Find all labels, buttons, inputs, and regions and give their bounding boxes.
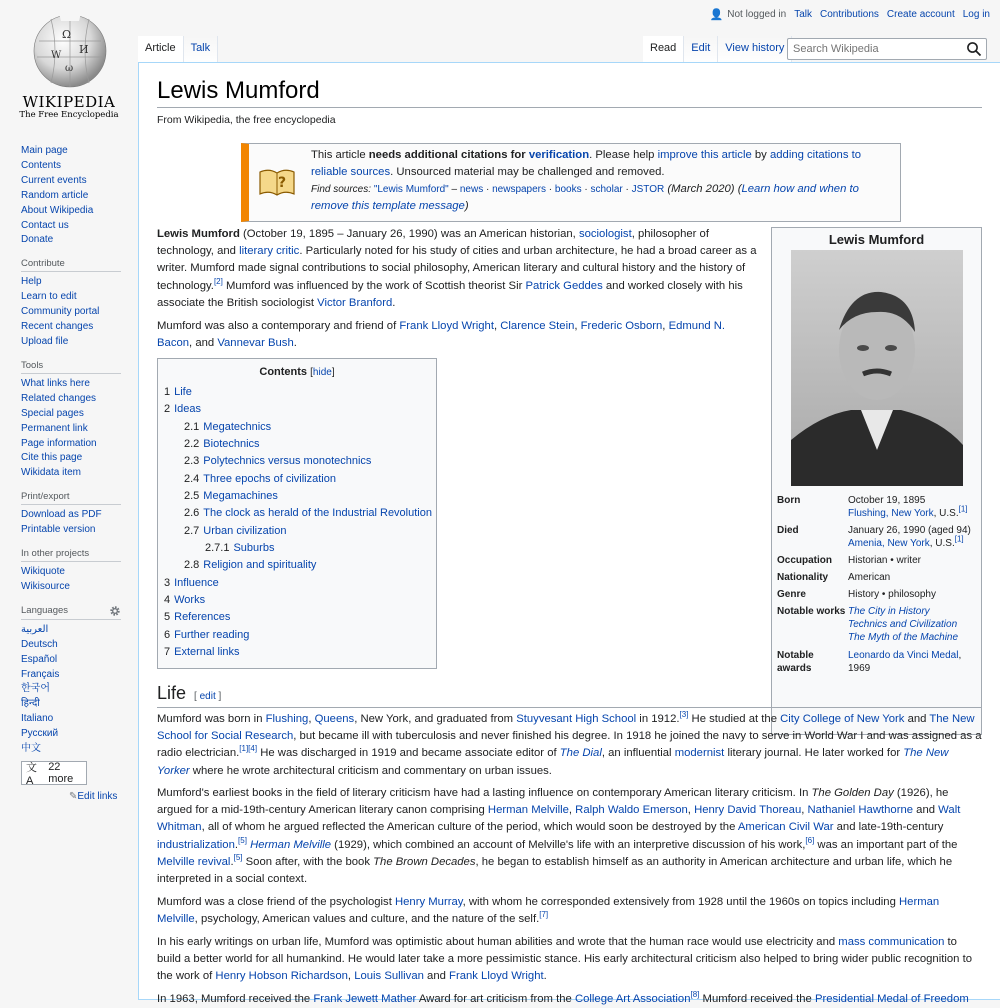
- toc-item[interactable]: [164, 609, 432, 626]
- toc-item[interactable]: [164, 592, 432, 609]
- work-link[interactable]: The Myth of the Machine: [848, 632, 959, 643]
- edit-links-label: Edit links: [77, 791, 118, 802]
- infobox-occupation: [777, 554, 977, 567]
- search-icon[interactable]: [966, 41, 982, 57]
- new-school-link[interactable]: The New School for Social Research: [157, 713, 975, 743]
- toc-link[interactable]: Polytechnics versus monotechnics: [203, 455, 372, 468]
- text: , he began to establish himself as an authority in American architecture and urban life, which he interpreted in a social context.: [157, 855, 953, 886]
- sidebar-item-donate[interactable]: Donate: [21, 234, 54, 246]
- sidebar-item-recent-changes[interactable]: Recent changes: [21, 321, 94, 333]
- text: (1929), which combined an account of Melville's life with an interpretive discussion of his work,: [331, 838, 806, 851]
- citation-ref[interactable]: [7]: [539, 910, 549, 920]
- works-value: [848, 605, 973, 644]
- text: ,: [801, 804, 808, 817]
- text: , and: [189, 337, 218, 350]
- sidebar-navigation: [21, 144, 121, 248]
- notice-text: This article: [311, 149, 369, 161]
- page-title: Lewis Mumford: [157, 77, 320, 104]
- nationality-value: American: [848, 572, 891, 583]
- login-link[interactable]: Log in: [962, 9, 990, 20]
- toc-number: 1: [164, 386, 171, 398]
- sidebar-item-main-page[interactable]: Main page: [21, 145, 68, 156]
- more-languages-label: 22 more: [48, 761, 74, 785]
- sidebar-item-learn-to-edit[interactable]: Learn to edit: [21, 291, 77, 303]
- sidebar-heading-tools: Tools: [21, 360, 121, 374]
- frank-lloyd-wright-link[interactable]: Frank Lloyd Wright: [399, 320, 494, 332]
- toc-number: 2.3: [184, 455, 200, 468]
- life-paragraph-3: [157, 894, 982, 928]
- wikipedia-logo[interactable]: [0, 0, 138, 130]
- contributions-link[interactable]: Contributions: [820, 9, 879, 20]
- modernist-link[interactable]: modernist: [674, 747, 725, 760]
- toc-number: 7: [164, 646, 171, 659]
- infobox-nationality: [777, 571, 977, 584]
- language-link-korean[interactable]: 한국어: [21, 683, 50, 695]
- industrialization-link[interactable]: industrialization: [157, 838, 235, 851]
- sidebar-item-special-pages[interactable]: Special pages: [21, 407, 84, 419]
- toc-item[interactable]: [164, 644, 432, 661]
- text: (October 19, 1895 – January 26, 1990) was an American historian,: [239, 228, 579, 240]
- award-link[interactable]: Leonardo da Vinci Medal: [848, 650, 959, 661]
- herman-melville-book-link[interactable]: Herman Melville: [250, 838, 332, 851]
- section-heading-life: [157, 683, 982, 708]
- text: ,: [568, 804, 576, 817]
- sidebar-heading-contribute: Contribute: [21, 258, 121, 272]
- language-link-german[interactable]: Deutsch: [21, 638, 58, 650]
- source-books-link[interactable]: books: [554, 184, 582, 195]
- edit-links[interactable]: [69, 791, 121, 802]
- text: and: [423, 970, 450, 983]
- citation-ref[interactable]: [1][4]: [239, 744, 258, 754]
- medal-of-freedom-link[interactable]: Presidential Medal of Freedom: [814, 993, 969, 1005]
- toc-link[interactable]: Suburbs: [233, 542, 275, 555]
- svg-text:ω: ω: [65, 63, 74, 74]
- notice-text: . Unsourced material may be challenged and removed.: [390, 166, 665, 178]
- toc-link[interactable]: Influence: [174, 576, 219, 589]
- toc-number: 2.4: [184, 472, 200, 485]
- frederic-osborn-link[interactable]: Frederic Osborn: [580, 320, 663, 332]
- occupation-value: Historian • writer: [848, 555, 921, 566]
- text: Soon after, with the book: [242, 855, 374, 868]
- sidebar-other-projects: [21, 548, 121, 595]
- toc-number: 5: [164, 611, 171, 624]
- sidebar-item-about[interactable]: About Wikipedia: [21, 204, 94, 216]
- gear-icon[interactable]: [109, 605, 121, 617]
- tab-edit[interactable]: Edit: [684, 36, 718, 63]
- text: in 1912.: [636, 713, 680, 725]
- portrait-photo[interactable]: [791, 250, 963, 486]
- improve-article-link[interactable]: improve this article: [657, 149, 752, 161]
- sidebar-heading-languages: [21, 605, 121, 620]
- toc-number: 3: [164, 576, 171, 589]
- lead-paragraph: [157, 226, 757, 312]
- text: , all of whom he argued reflected the American culture of the period, which would soon be destroyed by the: [201, 821, 738, 834]
- toc-link[interactable]: Ideas: [174, 403, 202, 416]
- toc-number: 2.7: [184, 524, 200, 537]
- toc-link[interactable]: Works: [174, 594, 206, 607]
- language-link-french[interactable]: Français: [21, 668, 60, 680]
- died-country: , U.S.: [929, 538, 955, 549]
- mather-award-link[interactable]: Frank Jewett Mather: [313, 993, 417, 1005]
- sidebar-item-random-article[interactable]: Random article: [21, 189, 89, 201]
- find-sources-label: Find sources:: [311, 184, 372, 195]
- sidebar-heading-print: Print/export: [21, 491, 121, 505]
- award-year: , 1969: [848, 650, 962, 674]
- frank-lloyd-wright-link[interactable]: Frank Lloyd Wright: [449, 970, 544, 983]
- pencil-icon: ✎: [69, 791, 78, 802]
- text: In 1963, Mumford received the: [157, 993, 314, 1005]
- sociologist-link[interactable]: sociologist: [578, 228, 632, 240]
- toc-item[interactable]: [164, 453, 432, 470]
- toc-link[interactable]: Biotechnics: [203, 438, 260, 451]
- caa-link[interactable]: College Art Association: [574, 993, 691, 1005]
- stuyvesant-link[interactable]: Stuyvesant High School: [516, 713, 637, 725]
- toc-item[interactable]: [164, 505, 432, 522]
- toc-item[interactable]: [164, 471, 432, 488]
- text: He studied at the: [688, 713, 781, 725]
- toc-title: Contents: [259, 366, 308, 378]
- namespace-tabs: [138, 36, 218, 63]
- victor-branford-link[interactable]: Victor Branford: [317, 296, 393, 309]
- toc-link[interactable]: External links: [174, 646, 240, 659]
- toc-link[interactable]: The clock as herald of the Industrial Revolution: [203, 507, 432, 520]
- section-edit-link[interactable]: edit: [199, 691, 216, 702]
- awards-value: [848, 649, 973, 675]
- table-of-contents: [157, 358, 437, 669]
- toc-number: 2.1: [184, 420, 200, 433]
- toc-list: [164, 384, 432, 662]
- sidebar-item-wikiquote[interactable]: Wikiquote: [21, 566, 65, 578]
- translate-icon: 文A: [26, 762, 37, 787]
- text: was an important part of the: [814, 838, 958, 851]
- svg-text:W: W: [51, 50, 62, 61]
- died-date: January 26, 1990 (aged 94): [848, 525, 971, 536]
- heading-divider: [157, 107, 982, 108]
- text: .: [543, 970, 547, 983]
- text: and late-19th-century: [833, 821, 944, 834]
- toc-link[interactable]: Religion and spirituality: [203, 559, 317, 572]
- patrick-geddes-link[interactable]: Patrick Geddes: [525, 279, 603, 292]
- works-label: Notable works: [777, 606, 846, 617]
- whitman-link[interactable]: Walt Whitman: [157, 804, 961, 834]
- text: , an influential: [601, 747, 675, 760]
- died-value: [848, 524, 973, 550]
- text: , with whom he corresponded extensively from 1928 until the 1960s on topics including: [462, 896, 900, 908]
- life-paragraph-1: [157, 711, 982, 780]
- sidebar-print-export: [21, 491, 121, 538]
- language-link-hindi[interactable]: हिन्दी: [21, 698, 40, 710]
- notice-bold: needs additional citations for: [368, 149, 529, 161]
- text: In his early writings on urban life, Mumford was optimistic about human abilities and wrote that the human race would use electricity and: [157, 936, 839, 948]
- infobox-notable-awards: [777, 649, 977, 675]
- citation-ref[interactable]: [3]: [679, 710, 689, 720]
- sidebar-item-contents[interactable]: Contents: [21, 159, 62, 171]
- sidebar-item-help[interactable]: Help: [21, 276, 42, 288]
- citation-ref[interactable]: [2]: [213, 276, 223, 286]
- citation-ref[interactable]: [8]: [690, 990, 700, 1000]
- text: and worked closely with his associate the British sociologist: [157, 279, 743, 309]
- toc-number: 2.2: [184, 438, 200, 451]
- genre-value: History • philosophy: [848, 589, 936, 600]
- text: Mumford was also a contemporary and friend of: [157, 320, 400, 332]
- sidebar-item-what-links-here[interactable]: What links here: [21, 377, 90, 389]
- text: Mumford was born in: [157, 713, 266, 725]
- create-account-link[interactable]: Create account: [886, 9, 955, 20]
- text: , but became ill with tuberculosis and never finished his degree. In 1918 he joined the navy to serve in World War I and was assigned as a radio electrician.: [157, 730, 982, 760]
- tagline: The Free Encyclopedia: [19, 110, 119, 120]
- text: where he wrote architectural criticism and commentary on urban issues.: [189, 764, 552, 777]
- infobox-born: [777, 494, 977, 520]
- toc-item[interactable]: [164, 401, 432, 418]
- toc-item[interactable]: [164, 436, 432, 453]
- section-edit: [ edit ]: [194, 691, 222, 702]
- sidebar: [0, 140, 138, 812]
- flushing-link[interactable]: Flushing: [265, 713, 309, 725]
- sidebar-languages: [21, 605, 121, 802]
- language-link-russian[interactable]: Русский: [21, 728, 59, 740]
- learn-remove-link[interactable]: Learn how and when to remove this template message: [311, 183, 859, 212]
- text: .: [293, 337, 297, 350]
- work-link[interactable]: Technics and Civilization: [848, 619, 958, 630]
- source-jstor-link[interactable]: JSTOR: [631, 184, 665, 195]
- toc-item[interactable]: [164, 419, 432, 436]
- vannevar-bush-link[interactable]: Vannevar Bush: [217, 337, 294, 350]
- text: , New York, and graduated from: [354, 713, 517, 725]
- adding-citations-link[interactable]: adding citations to reliable sources: [311, 149, 862, 178]
- text: to build a better world for all humankind. He would later take a more pessimistic stance. His early architectural criticism also helped to bring wider public recognition to the work of: [157, 936, 973, 983]
- text: Mumford was a close friend of the psychologist: [157, 896, 395, 908]
- sidebar-item-contact[interactable]: Contact us: [21, 219, 69, 231]
- citation-notice-text: This article needs additional citations for verification. Please help improve this article by adding citations to reliable sources. Unsourced material may be challenged and removed. Find sources: "Lewis Mumford" – news · newspapers · books · scholar · JSTOR (March 2020) (Learn how and when to remove this template message): [311, 149, 862, 212]
- genre-label: Genre: [777, 589, 806, 600]
- text: (1926), he argued for a mid-19th-century American literary canon comprising: [157, 787, 949, 817]
- toc-link[interactable]: Life: [174, 386, 192, 398]
- text: , psychology, American values and culture, and the nature of the self.: [194, 913, 540, 926]
- wikipedia-globe-icon: [29, 11, 111, 89]
- text: .: [234, 838, 239, 851]
- infobox-died: [777, 524, 977, 550]
- toc-number: 2.6: [184, 507, 200, 520]
- died-place-link[interactable]: Amenia, New York: [848, 538, 930, 549]
- sidebar-item-wikisource[interactable]: Wikisource: [21, 580, 70, 592]
- mass-communication-link[interactable]: mass communication: [838, 936, 945, 948]
- toc-item[interactable]: [164, 540, 432, 557]
- sidebar-item-page-information[interactable]: Page information: [21, 437, 97, 449]
- toc-header: Contents [hide]: [259, 366, 335, 378]
- toc-link[interactable]: Urban civilization: [203, 524, 287, 537]
- toc-link[interactable]: References: [174, 611, 231, 624]
- literary-critic-link[interactable]: literary critic: [239, 245, 300, 258]
- text: .: [392, 296, 396, 309]
- text: ,: [347, 970, 355, 983]
- book-question-icon: [257, 162, 297, 198]
- toc-hide-toggle[interactable]: hide: [312, 367, 332, 378]
- toc-item[interactable]: [164, 627, 432, 644]
- text: and: [913, 804, 939, 817]
- svg-text:Ω: Ω: [62, 28, 72, 41]
- born-date: October 19, 1895: [848, 495, 926, 506]
- text: Mumford was influenced by the work of Scottish theorist Sir: [222, 279, 526, 292]
- text: Mumford's earliest books in the field of literary criticism have had a lasting influence on contemporary American literary criticism. In: [157, 787, 812, 799]
- verification-link[interactable]: verification: [528, 149, 590, 161]
- awards-label: Notable awards: [777, 650, 814, 674]
- section-title: Life: [157, 683, 187, 703]
- nationality-label: Nationality: [777, 572, 829, 583]
- toc-number: 4: [164, 594, 171, 607]
- the-dial-link[interactable]: The Dial: [559, 747, 602, 760]
- sidebar-tools: [21, 360, 121, 481]
- language-link-arabic[interactable]: العربية: [21, 623, 49, 635]
- lead-paragraph-2: [157, 318, 757, 352]
- user-icon: 👤: [709, 9, 724, 21]
- infobox-notable-works: [777, 605, 977, 644]
- tab-article[interactable]: Article: [138, 36, 184, 63]
- source-newspapers-link[interactable]: newspapers: [492, 184, 547, 195]
- occupation-label: Occupation: [777, 555, 833, 566]
- text: Award for art criticism from the: [416, 993, 575, 1005]
- notice-text: . Please help: [589, 149, 658, 161]
- infobox: [771, 227, 982, 735]
- search-input[interactable]: [787, 38, 987, 60]
- born-value: [848, 494, 973, 520]
- toc-link[interactable]: Three epochs of civilization: [203, 472, 336, 485]
- source-scholar-link[interactable]: scholar: [590, 184, 623, 195]
- clarence-stein-link[interactable]: Clarence Stein: [500, 320, 575, 332]
- sidebar-item-printable-version[interactable]: Printable version: [21, 524, 96, 536]
- sidebar-contribute: [21, 258, 121, 350]
- brown-decades-title: The Brown Decades: [373, 855, 476, 868]
- toc-link[interactable]: Megatechnics: [203, 420, 272, 433]
- toc-number: 2: [164, 403, 171, 416]
- citation-ref[interactable]: [6]: [805, 835, 815, 845]
- melville-revival-link[interactable]: Melville revival: [157, 855, 231, 868]
- language-link-italian[interactable]: Italiano: [21, 713, 54, 725]
- site-subtitle: From Wikipedia, the free encyclopedia: [157, 114, 336, 126]
- text: ,: [662, 320, 669, 332]
- life-paragraph-4: [157, 934, 982, 986]
- toc-item[interactable]: [164, 384, 432, 401]
- text: , philosopher of technology, and: [157, 228, 709, 258]
- thoreau-link[interactable]: Henry David Thoreau: [694, 804, 802, 817]
- herman-melville-link[interactable]: Herman Melville: [487, 804, 569, 817]
- infobox-genre: [777, 588, 977, 601]
- born-country: , U.S.: [933, 508, 959, 519]
- toc-link[interactable]: Further reading: [174, 628, 250, 641]
- not-logged-in: Not logged in: [727, 9, 787, 20]
- svg-text:?: ?: [278, 175, 287, 191]
- sidebar-item-wikidata-item[interactable]: Wikidata item: [21, 467, 82, 479]
- sidebar-item-community-portal[interactable]: Community portal: [21, 306, 100, 318]
- tab-read[interactable]: Read: [643, 36, 684, 63]
- notice-text: by: [751, 149, 770, 161]
- sidebar-heading-projects: In other projects: [21, 548, 121, 562]
- toc-item[interactable]: [164, 488, 432, 505]
- text: and: [904, 713, 930, 725]
- language-link-spanish[interactable]: Español: [21, 653, 58, 665]
- sidebar-item-cite-this-page[interactable]: Cite this page: [21, 452, 83, 464]
- sidebar-item-permanent-link[interactable]: Permanent link: [21, 422, 88, 434]
- personal-tools: [710, 8, 990, 21]
- toc-item[interactable]: [164, 575, 432, 592]
- text: ,: [308, 713, 315, 725]
- born-place-link[interactable]: Flushing, New York: [848, 508, 934, 519]
- sidebar-item-download-pdf[interactable]: Download as PDF: [21, 509, 102, 521]
- born-label: Born: [777, 495, 801, 506]
- citation-ref[interactable]: [1]: [958, 504, 968, 514]
- life-paragraph-2: [157, 785, 982, 888]
- golden-day-title: The Golden Day: [811, 787, 894, 799]
- tab-talk[interactable]: Talk: [184, 36, 219, 63]
- citation-ref[interactable]: [5]: [238, 835, 247, 845]
- edmund-bacon-link[interactable]: Edmund N. Bacon: [157, 320, 726, 350]
- citation-notice: [241, 143, 901, 222]
- wordmark: WIKIPEDIA: [22, 93, 116, 111]
- work-link[interactable]: The City in History: [848, 606, 930, 617]
- main-content: [138, 62, 1000, 1005]
- toc-link[interactable]: Megamachines: [203, 490, 278, 503]
- notice-date: (March 2020): [667, 183, 735, 195]
- sidebar-item-current-events[interactable]: Current events: [21, 174, 87, 186]
- sullivan-link[interactable]: Louis Sullivan: [354, 970, 424, 983]
- svg-text:И: И: [79, 43, 89, 56]
- queens-link[interactable]: Queens: [314, 713, 355, 725]
- language-link-chinese[interactable]: 中文: [21, 743, 41, 755]
- new-yorker-link[interactable]: The New Yorker: [157, 747, 949, 777]
- richardson-link[interactable]: Henry Hobson Richardson: [215, 970, 348, 983]
- text: He was discharged in 1919 and became associate editor of: [257, 747, 560, 760]
- sidebar-item-upload-file[interactable]: Upload file: [21, 335, 69, 347]
- subject-name: Lewis Mumford: [157, 228, 240, 240]
- citation-ref[interactable]: [5]: [233, 853, 243, 863]
- died-label: Died: [777, 525, 799, 536]
- ccny-link[interactable]: City College of New York: [780, 713, 905, 725]
- text: .: [230, 855, 234, 868]
- text: . Particularly noted for his study of cities and urban architecture, he had a broad career as a writer. Mumford made signal contributions to social philosophy, American literary and cultural history and the history of technology.: [157, 245, 757, 292]
- toc-item[interactable]: [164, 523, 432, 540]
- languages-heading-label: Languages: [21, 605, 69, 617]
- toc-item[interactable]: [164, 557, 432, 574]
- text: ,: [687, 804, 695, 817]
- infobox-title: Lewis Mumford: [828, 232, 925, 247]
- talk-link[interactable]: Talk: [794, 9, 812, 20]
- view-tabs: [643, 36, 792, 63]
- henry-murray-link[interactable]: Henry Murray: [394, 896, 463, 908]
- toc-number: 2.5: [184, 490, 200, 503]
- toc-number: 6: [164, 628, 171, 641]
- herman-melville-link[interactable]: Herman Melville: [157, 896, 940, 926]
- more-languages-button[interactable]: [21, 761, 87, 785]
- toc-number: 2.7.1: [205, 542, 230, 555]
- text: ,: [493, 320, 501, 332]
- tab-view-history[interactable]: View history: [718, 36, 792, 63]
- source-news-link[interactable]: news: [459, 184, 484, 195]
- source-query-link[interactable]: "Lewis Mumford": [373, 184, 449, 195]
- citation-ref[interactable]: [1]: [954, 534, 964, 544]
- text: literary journal. He later worked for: [724, 747, 904, 760]
- sidebar-item-related-changes[interactable]: Related changes: [21, 392, 97, 404]
- emerson-link[interactable]: Ralph Waldo Emerson: [575, 804, 688, 817]
- toc-number: 2.8: [184, 559, 200, 572]
- text: Mumford received the: [699, 993, 815, 1005]
- text: ,: [574, 320, 581, 332]
- civil-war-link[interactable]: American Civil War: [737, 821, 834, 834]
- hawthorne-link[interactable]: Nathaniel Hawthorne: [807, 804, 914, 817]
